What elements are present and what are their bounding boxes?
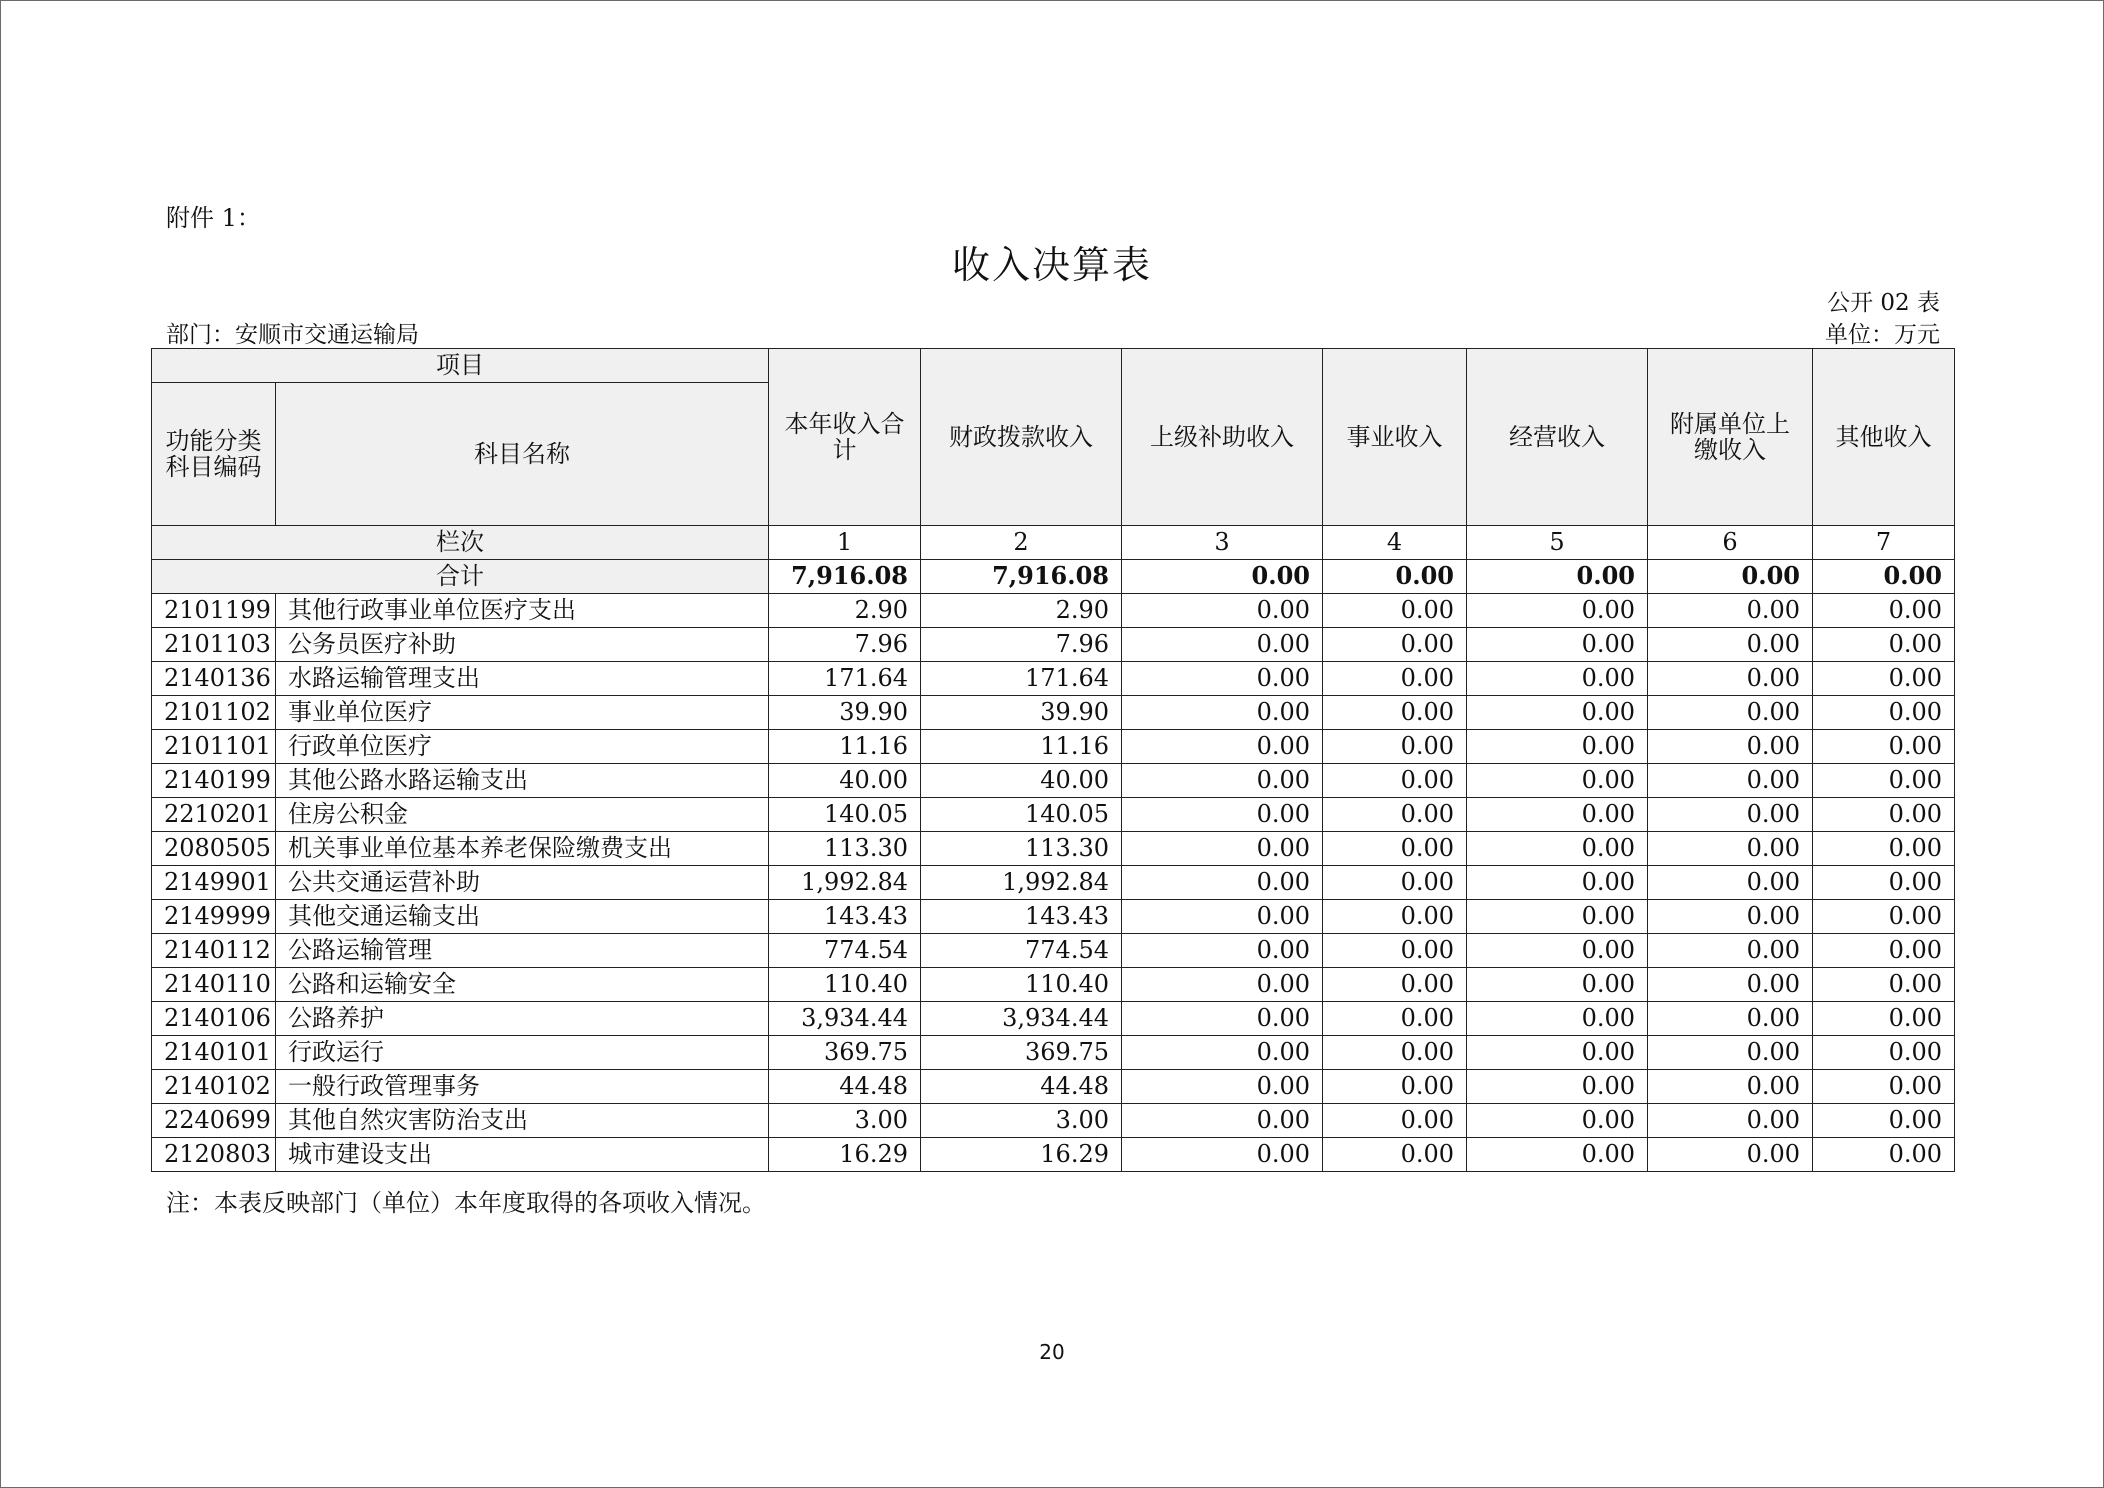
table-row <box>152 1070 1955 1104</box>
income-value-col5: 0.00 <box>1467 1036 1648 1070</box>
income-value-col7: 0.00 <box>1813 832 1955 866</box>
income-value-col6: 0.00 <box>1648 934 1813 968</box>
income-value-col7: 0.00 <box>1813 866 1955 900</box>
income-value-col2: 140.05 <box>921 798 1122 832</box>
income-value-col1: 7.96 <box>769 628 921 662</box>
header-col6: 附属单位上缴收入 <box>1648 349 1813 526</box>
table-row <box>152 1036 1955 1070</box>
income-value-col4: 0.00 <box>1323 628 1467 662</box>
income-value-col6: 0.00 <box>1648 900 1813 934</box>
income-value-col3: 0.00 <box>1122 934 1323 968</box>
income-value-col2: 39.90 <box>921 696 1122 730</box>
income-value-col3: 0.00 <box>1122 866 1323 900</box>
subject-name: 一般行政管理事务 <box>276 1070 769 1104</box>
income-value-col7: 0.00 <box>1813 1002 1955 1036</box>
subject-name: 其他交通运输支出 <box>276 900 769 934</box>
income-value-col5: 0.00 <box>1467 968 1648 1002</box>
subject-name: 行政单位医疗 <box>276 730 769 764</box>
income-value-col4: 0.00 <box>1323 900 1467 934</box>
income-statement-table <box>151 348 1955 1172</box>
subject-code: 2140112 <box>152 934 276 968</box>
page-title: 收入决算表 <box>951 243 1152 287</box>
income-value-col2: 3.00 <box>921 1104 1122 1138</box>
subject-code: 2101101 <box>152 730 276 764</box>
income-value-col4: 0.00 <box>1323 1036 1467 1070</box>
subject-name: 住房公积金 <box>276 798 769 832</box>
total-value: 0.00 <box>1813 560 1955 594</box>
column-index-7: 7 <box>1813 526 1955 560</box>
subject-code: 2080505 <box>152 832 276 866</box>
column-index-4: 4 <box>1323 526 1467 560</box>
income-value-col6: 0.00 <box>1648 1104 1813 1138</box>
subject-code: 2120803 <box>152 1138 276 1172</box>
income-value-col2: 7.96 <box>921 628 1122 662</box>
income-value-col2: 171.64 <box>921 662 1122 696</box>
subject-code: 2210201 <box>152 798 276 832</box>
income-value-col4: 0.00 <box>1323 764 1467 798</box>
income-value-col4: 0.00 <box>1323 1138 1467 1172</box>
income-value-col5: 0.00 <box>1467 1070 1648 1104</box>
column-index-2: 2 <box>921 526 1122 560</box>
income-value-col4: 0.00 <box>1323 1104 1467 1138</box>
income-value-col1: 3.00 <box>769 1104 921 1138</box>
subject-code: 2140106 <box>152 1002 276 1036</box>
income-value-col1: 113.30 <box>769 832 921 866</box>
income-value-col6: 0.00 <box>1648 1070 1813 1104</box>
income-value-col6: 0.00 <box>1648 764 1813 798</box>
subject-name: 其他行政事业单位医疗支出 <box>276 594 769 628</box>
header-item: 项目 <box>152 349 769 383</box>
subject-code: 2140101 <box>152 1036 276 1070</box>
header-col1: 本年收入合计 <box>769 349 921 526</box>
income-value-col4: 0.00 <box>1323 934 1467 968</box>
header-func-code: 功能分类科目编码 <box>152 383 276 526</box>
total-value: 0.00 <box>1467 560 1648 594</box>
income-value-col2: 40.00 <box>921 764 1122 798</box>
subject-name: 其他公路水路运输支出 <box>276 764 769 798</box>
subject-code: 2240699 <box>152 1104 276 1138</box>
income-value-col6: 0.00 <box>1648 1002 1813 1036</box>
income-value-col6: 0.00 <box>1648 866 1813 900</box>
income-value-col4: 0.00 <box>1323 730 1467 764</box>
unit-label: 单位：万元 <box>1825 322 1940 348</box>
income-value-col1: 171.64 <box>769 662 921 696</box>
subject-name: 城市建设支出 <box>276 1138 769 1172</box>
subject-name: 公路和运输安全 <box>276 968 769 1002</box>
income-value-col4: 0.00 <box>1323 798 1467 832</box>
income-value-col6: 0.00 <box>1648 696 1813 730</box>
income-value-col7: 0.00 <box>1813 1104 1955 1138</box>
income-value-col2: 11.16 <box>921 730 1122 764</box>
income-value-col5: 0.00 <box>1467 1138 1648 1172</box>
income-value-col7: 0.00 <box>1813 730 1955 764</box>
income-value-col2: 2.90 <box>921 594 1122 628</box>
header-col7: 其他收入 <box>1813 349 1955 526</box>
income-value-col5: 0.00 <box>1467 730 1648 764</box>
table-row <box>152 934 1955 968</box>
total-value: 0.00 <box>1648 560 1813 594</box>
income-value-col3: 0.00 <box>1122 628 1323 662</box>
table-row <box>152 662 1955 696</box>
table-row <box>152 764 1955 798</box>
income-value-col4: 0.00 <box>1323 866 1467 900</box>
income-value-col1: 140.05 <box>769 798 921 832</box>
income-value-col1: 3,934.44 <box>769 1002 921 1036</box>
income-value-col2: 369.75 <box>921 1036 1122 1070</box>
income-value-col2: 3,934.44 <box>921 1002 1122 1036</box>
total-row <box>152 560 1955 594</box>
income-value-col5: 0.00 <box>1467 594 1648 628</box>
income-value-col3: 0.00 <box>1122 968 1323 1002</box>
income-value-col1: 44.48 <box>769 1070 921 1104</box>
income-value-col7: 0.00 <box>1813 798 1955 832</box>
total-value: 7,916.08 <box>769 560 921 594</box>
subject-name: 水路运输管理支出 <box>276 662 769 696</box>
income-value-col7: 0.00 <box>1813 1138 1955 1172</box>
income-value-col5: 0.00 <box>1467 696 1648 730</box>
income-value-col5: 0.00 <box>1467 866 1648 900</box>
income-value-col7: 0.00 <box>1813 968 1955 1002</box>
income-value-col7: 0.00 <box>1813 594 1955 628</box>
income-value-col4: 0.00 <box>1323 696 1467 730</box>
table-row <box>152 730 1955 764</box>
income-value-col7: 0.00 <box>1813 696 1955 730</box>
table-row <box>152 628 1955 662</box>
income-value-col3: 0.00 <box>1122 798 1323 832</box>
table-code: 公开 02 表 <box>1827 290 1940 316</box>
income-value-col5: 0.00 <box>1467 934 1648 968</box>
income-value-col1: 1,992.84 <box>769 866 921 900</box>
table-row <box>152 798 1955 832</box>
income-value-col7: 0.00 <box>1813 662 1955 696</box>
income-value-col7: 0.00 <box>1813 1070 1955 1104</box>
column-index-1: 1 <box>769 526 921 560</box>
income-value-col2: 1,992.84 <box>921 866 1122 900</box>
income-value-col6: 0.00 <box>1648 628 1813 662</box>
income-value-col1: 110.40 <box>769 968 921 1002</box>
subject-name: 公路运输管理 <box>276 934 769 968</box>
table-row <box>152 594 1955 628</box>
income-value-col2: 44.48 <box>921 1070 1122 1104</box>
income-value-col5: 0.00 <box>1467 1104 1648 1138</box>
income-value-col6: 0.00 <box>1648 594 1813 628</box>
income-value-col6: 0.00 <box>1648 1036 1813 1070</box>
income-value-col5: 0.00 <box>1467 832 1648 866</box>
table-row <box>152 968 1955 1002</box>
income-value-col3: 0.00 <box>1122 594 1323 628</box>
table-row <box>152 832 1955 866</box>
income-value-col6: 0.00 <box>1648 730 1813 764</box>
income-value-col5: 0.00 <box>1467 1002 1648 1036</box>
header-col2: 财政拨款收入 <box>921 349 1122 526</box>
income-value-col3: 0.00 <box>1122 662 1323 696</box>
income-value-col5: 0.00 <box>1467 764 1648 798</box>
subject-name: 机关事业单位基本养老保险缴费支出 <box>276 832 769 866</box>
subject-name: 其他自然灾害防治支出 <box>276 1104 769 1138</box>
subject-name: 公路养护 <box>276 1002 769 1036</box>
attachment-label: 附件 1： <box>166 204 261 232</box>
income-value-col2: 774.54 <box>921 934 1122 968</box>
income-value-col6: 0.00 <box>1648 662 1813 696</box>
income-value-col5: 0.00 <box>1467 900 1648 934</box>
total-value: 7,916.08 <box>921 560 1122 594</box>
table-row <box>152 866 1955 900</box>
department-label: 部门：安顺市交通运输局 <box>166 322 419 348</box>
income-value-col7: 0.00 <box>1813 900 1955 934</box>
income-value-col4: 0.00 <box>1323 968 1467 1002</box>
column-index-3: 3 <box>1122 526 1323 560</box>
income-value-col1: 11.16 <box>769 730 921 764</box>
income-value-col6: 0.00 <box>1648 1138 1813 1172</box>
income-value-col7: 0.00 <box>1813 934 1955 968</box>
subject-code: 2149999 <box>152 900 276 934</box>
income-value-col3: 0.00 <box>1122 730 1323 764</box>
page-number: 20 <box>1039 1340 1065 1364</box>
income-value-col1: 2.90 <box>769 594 921 628</box>
income-value-col1: 143.43 <box>769 900 921 934</box>
income-value-col1: 774.54 <box>769 934 921 968</box>
income-value-col1: 369.75 <box>769 1036 921 1070</box>
header-col5: 经营收入 <box>1467 349 1648 526</box>
income-value-col6: 0.00 <box>1648 832 1813 866</box>
income-value-col6: 0.00 <box>1648 798 1813 832</box>
header-col3: 上级补助收入 <box>1122 349 1323 526</box>
income-value-col7: 0.00 <box>1813 628 1955 662</box>
income-value-col3: 0.00 <box>1122 764 1323 798</box>
income-value-col6: 0.00 <box>1648 968 1813 1002</box>
income-value-col3: 0.00 <box>1122 832 1323 866</box>
subject-code: 2101199 <box>152 594 276 628</box>
income-value-col5: 0.00 <box>1467 798 1648 832</box>
header-col4: 事业收入 <box>1323 349 1467 526</box>
column-index-5: 5 <box>1467 526 1648 560</box>
subject-name: 公共交通运营补助 <box>276 866 769 900</box>
income-value-col7: 0.00 <box>1813 764 1955 798</box>
subject-name: 事业单位医疗 <box>276 696 769 730</box>
income-value-col2: 143.43 <box>921 900 1122 934</box>
subject-code: 2149901 <box>152 866 276 900</box>
income-value-col1: 40.00 <box>769 764 921 798</box>
table-row <box>152 900 1955 934</box>
subject-code: 2140136 <box>152 662 276 696</box>
total-value: 0.00 <box>1323 560 1467 594</box>
income-value-col3: 0.00 <box>1122 696 1323 730</box>
total-value: 0.00 <box>1122 560 1323 594</box>
income-value-col4: 0.00 <box>1323 832 1467 866</box>
income-value-col3: 0.00 <box>1122 1138 1323 1172</box>
subject-name: 公务员医疗补助 <box>276 628 769 662</box>
income-value-col5: 0.00 <box>1467 662 1648 696</box>
income-value-col1: 16.29 <box>769 1138 921 1172</box>
column-index-label: 栏次 <box>152 526 769 560</box>
table-note: 注：本表反映部门（单位）本年度取得的各项收入情况。 <box>166 1189 766 1217</box>
subject-code: 2101103 <box>152 628 276 662</box>
income-value-col2: 113.30 <box>921 832 1122 866</box>
income-value-col4: 0.00 <box>1323 1002 1467 1036</box>
income-value-col7: 0.00 <box>1813 1036 1955 1070</box>
income-value-col3: 0.00 <box>1122 1036 1323 1070</box>
income-value-col1: 39.90 <box>769 696 921 730</box>
table-row <box>152 1104 1955 1138</box>
income-value-col4: 0.00 <box>1323 594 1467 628</box>
subject-name: 行政运行 <box>276 1036 769 1070</box>
column-index-6: 6 <box>1648 526 1813 560</box>
header-subject-name: 科目名称 <box>276 383 769 526</box>
table-row <box>152 696 1955 730</box>
income-value-col3: 0.00 <box>1122 1070 1323 1104</box>
total-label: 合计 <box>152 560 769 594</box>
income-value-col2: 110.40 <box>921 968 1122 1002</box>
income-value-col3: 0.00 <box>1122 1002 1323 1036</box>
income-value-col5: 0.00 <box>1467 628 1648 662</box>
subject-code: 2140199 <box>152 764 276 798</box>
income-value-col4: 0.00 <box>1323 1070 1467 1104</box>
income-value-col3: 0.00 <box>1122 1104 1323 1138</box>
table-row <box>152 1002 1955 1036</box>
income-value-col3: 0.00 <box>1122 900 1323 934</box>
subject-code: 2101102 <box>152 696 276 730</box>
subject-code: 2140102 <box>152 1070 276 1104</box>
subject-code: 2140110 <box>152 968 276 1002</box>
income-value-col4: 0.00 <box>1323 662 1467 696</box>
table-row <box>152 1138 1955 1172</box>
income-value-col2: 16.29 <box>921 1138 1122 1172</box>
